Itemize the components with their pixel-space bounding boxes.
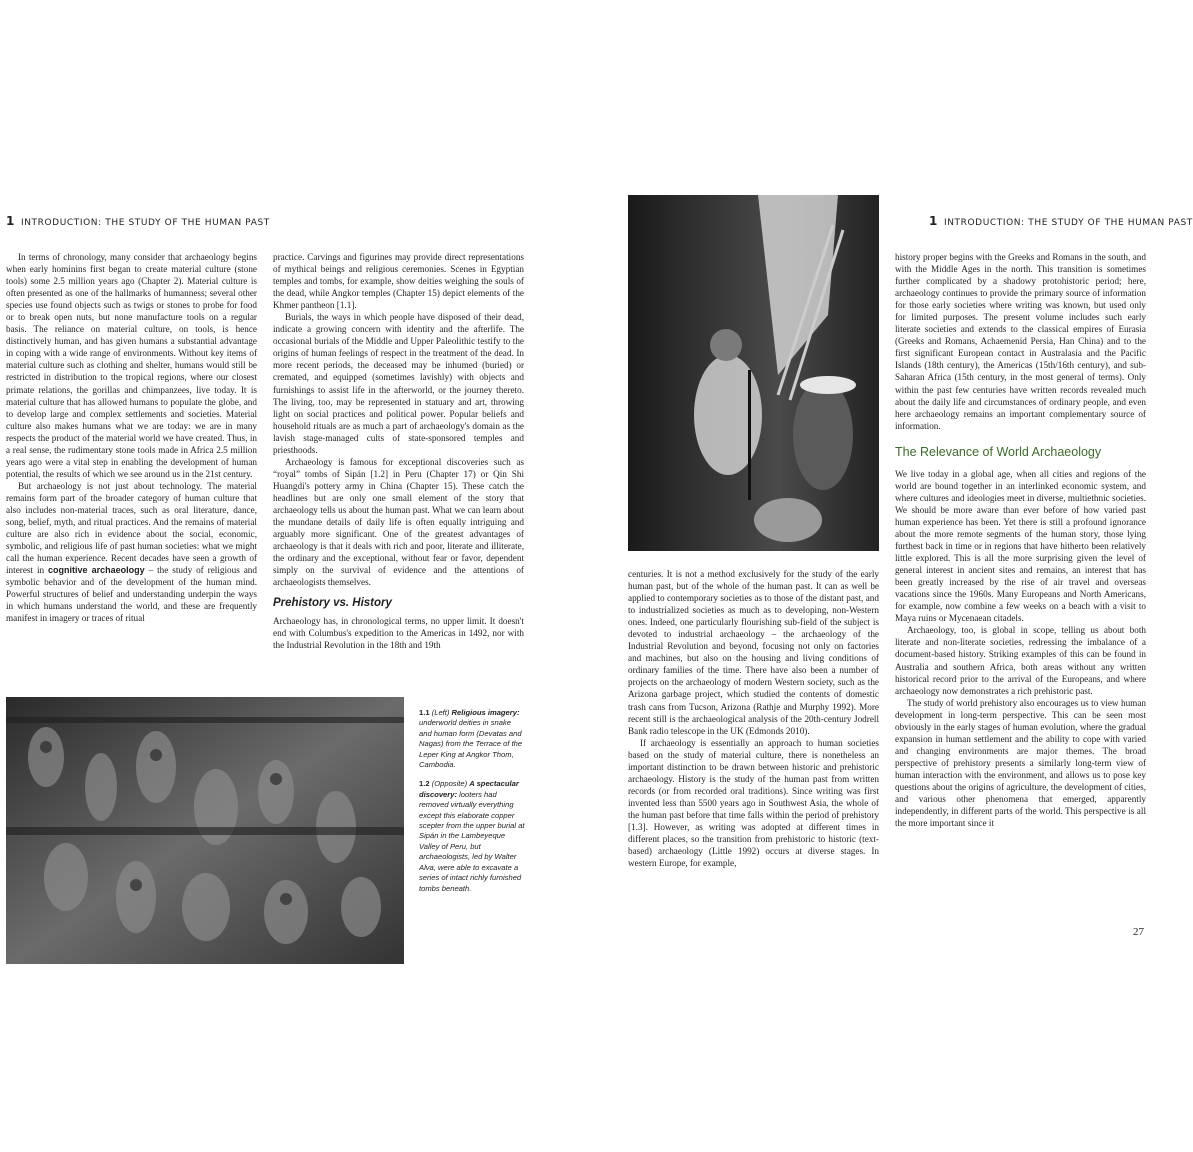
section-heading: The Relevance of World Archaeology: [895, 444, 1102, 459]
chapter-number: 1: [6, 214, 15, 228]
excavation-photo: [628, 195, 879, 551]
paragraph: centuries. It is not a method exclusively for the study of the early human past, but of the whole of the human past. It can as well be applied to contemporary societies as to those of the distant past, and to industrialized societies as much as to developing, non-Western ones. Indeed, one particularly flourishing sub-field of the subject is devoted to industrial archaeology – the archaeology of the Industrial Revolution and beyond, focusing not only on factories and machines, but also on the housing and living conditions of ordinary families of the time. There have also been a number of projects on the archaeology of modern Western society, such as the Arizona garbage project, which studied the contents of domestic trash cans from Tucson, Arizona (Rathje and Murphy 1992). More recent still is the archaeological analysis of the 20th-century Jodrell Bank radio telescope in the UK (Edmonds 2010).: [628, 569, 879, 736]
paragraph: Archaeology, too, is global in scope, telling us about both literate and non-literate societies, redressing the imbalance of a document-based history. Striking examples of this can be found in Australia and southern Africa, both areas without any written historical record prior to the arrival of the Europeans, and where archaeology now demonstrates a rich prehistoric past.: [895, 625, 1146, 696]
right-page: [576, 0, 1193, 1152]
chapter-title: INTRODUCTION: THE STUDY OF THE HUMAN PAST: [943, 218, 1193, 228]
paragraph: We live today in a global age, when all cities and regions of the world are bound together in an interlinked economic system, and where cultures and ideologies meet in diverse, multiethnic societies. We should be more aware than ever before of how varied past human experience has been. Yet there is still a profound ignorance about the more remote segments of the human story, those lying furthest back in time or in regions that have hitherto been relatively little explored. This is all the more surprising given the level of general interest in ancient sites and remains, an interest that has been greatly increased by the rise of air travel and overseas vacations since the 1960s. Many Europeans and North Americans, for example, now combine a few weeks on a beach with a visit to Maya ruins or Mycenaean citadels.: [895, 468, 1146, 624]
page-number: 27: [1133, 926, 1144, 938]
right-column-2: [895, 251, 1146, 829]
excavation-image: [628, 195, 879, 551]
captions: [419, 708, 525, 903]
paragraph: Archaeology has, in chronological terms, no upper limit. It doesn't end with Columbus's expedition to the Americas in 1492, nor with the Industrial Revolution in the 18th and 19th: [273, 616, 524, 651]
section-heading: Prehistory vs. History: [273, 597, 392, 610]
paragraph: The study of world prehistory also encourages us to view human development in long-term perspective. This can be seen most obviously in the early stages of human evolution, where the gradual expansion in human settlement and the ability to cope with varied and changing environments are major themes. The broad perspective of prehistory presents a similarly long-term view of human interaction with the environment, and allows us to pose key questions about the origins of agriculture, the development of cities, and various other phenomena that emerged, apparently independently, in different parts of the world. This perspective is all the more important since it: [895, 697, 1146, 829]
running-head-right: [929, 214, 1193, 228]
paragraph: In terms of chronology, many consider that archaeology begins when early hominins first began to create material culture (stone tools) some 2.5 million years ago (Chapter 2). Material culture is often presented as one of the hallmarks of humanness; several other species use found objects such as twigs or stones to probe for food or to break open nuts, but none manufacture tools on a regular basis. The reliance on material culture, on tools, is hence distinctively human, and has given humans a substantial advantage in coping with a wide range of environments. Without key items of material culture such as clothing and shelter, humans would still be restricted in distribution to the tropical regions, where our closest primate relations, the gorillas and chimpanzees, live today. It is material culture that has allowed humans to populate the globe, and to develop large and complex settlements and societies. Material culture also makes humans what we are today: we are in many respects the product of the material world we have created. Thus, in a real sense, the rudimentary stone tools made in Africa 2.5 million years ago were a vital step in enabling the development of human potential, the results of which we see around us in the 21st century.: [6, 252, 257, 479]
left-page: [0, 0, 576, 1152]
relief-image: [6, 697, 404, 964]
right-column-1: [628, 568, 879, 869]
chapter-title: INTRODUCTION: THE STUDY OF THE HUMAN PAST: [20, 218, 270, 228]
running-head-left: [6, 214, 270, 228]
chapter-number: 1: [929, 214, 938, 228]
paragraph: Archaeology is famous for exceptional discoveries such as “royal” tombs of Sipán [1.2] in Peru (Chapter 17) or Qin Shi Huangdi's pottery army in China (Chapter 15). These catch the headlines but are only one small element of the story that archaeology tells us about the human past. What we can learn about the mundane details of daily life is often equally intriguing and arguably more significant. One of the greatest advantages of archaeology is that it deals with rich and poor, literate and illiterate, the ordinary and the exceptional, without fear or favor, dependent simply on the survival of evidence and the attentions of archaeologists themselves.: [273, 456, 524, 588]
relief-photo: [6, 697, 404, 964]
caption-1-1: 1.1 (Left) Religious imagery: underworld deities in snake and human form (Devatas and Nagas) from the Terrace of the Leper King at Angkor Thom, Cambodia.: [419, 708, 523, 770]
paragraph: Burials, the ways in which people have disposed of their dead, indicate a growing concern with identity and the afterlife. The occasional burials of the Middle and Upper Paleolithic testify to the origins of human feelings of respect in the treatment of the dead. In more recent periods, the deceased may be inhumed (buried) or cremated, and equipped (sometimes lavishly) with objects and furnishings to assist life in the afterworld, or the journey thereto. The living, too, may be represented in statuary and art, throwing light on social practices and political power. Popular beliefs and household rituals are as much a part of archaeology's domain as the lavish stage-managed cults of state-sponsored temples and priesthoods.: [273, 312, 524, 455]
caption-1-2: 1.2 (Opposite) A spectacular discovery: looters had removed virtually everything except this elaborate copper scepter from the upper burial at Sipán in the Lambeyeque Valley of Peru, but archaeologists, led by Walter Alva, were able to excavate a series of intact richly furnished tombs beneath.: [419, 779, 525, 893]
key-term: cognitive archaeology: [48, 565, 145, 576]
paragraph: If archaeology is essentially an approach to human societies based on the study of material culture, there is nonetheless an important distinction to be drawn between historic and prehistoric archaeology. History is the study of the human past from written records (or from recorded oral traditions). Since writing was first invented less than 5500 years ago in Southwest Asia, the whole of the human past before that time falls within the period of prehistory [1.3]. However, as writing was adopted at different times in different places, so the transition from prehistoric to historic (text-based) archaeology (Little 1992) occurs at diverse stages. In western Europe, for example,: [628, 737, 879, 869]
paragraph: practice. Carvings and figurines may provide direct representations of mythical beings and religious ceremonies. Scenes in Egyptian temples and tombs, for example, show deities weighing the souls of the dead, while Angkor temples (Chapter 15) depict elements of the Khmer pantheon [1.1].: [273, 252, 524, 311]
paragraph: history proper begins with the Greeks and Romans in the south, and with the Middle Ages in the north. This transition is sometimes further complicated by a shadowy protohistoric period; here, archaeology continues to provide the primary source of information for those early societies where writing was known, but used only for limited purposes. The present volume includes such early literate societies and extends to the classical empires of Eurasia (Greeks and Romans, Achaemenid Persia, Han China) and to the first significant European contact in Australasia and the Pacific Islands (18th century), the Americas (15th/16th century), and sub-Saharan Africa (15th century, in the most general of terms). Only within the past few centuries have written records revealed much about the daily life and circumstances of ordinary people, and even here archaeology remains an important complementary source of information.: [895, 252, 1146, 431]
paragraph: But archaeology is not just about technology. The material remains form part of the broader category of human culture that also includes non-material traces, such as oral literature, dance, song, belief, myth, and ritual practices. And the remains of material culture are also rich in evidence about the social, economic, symbolic, and religious life of past human societies: what we might call the human experience. Recent decades have seen a growth of interest in cognitive archaeology – the study of religious and symbolic behavior and of the development of the human mind. Powerful structures of belief and understanding underpin the ways in which humans understand the world, and these are frequently manifest in imagery or traces of ritual: [6, 480, 257, 624]
left-column-1: [6, 251, 257, 624]
left-column-2: [273, 251, 524, 652]
